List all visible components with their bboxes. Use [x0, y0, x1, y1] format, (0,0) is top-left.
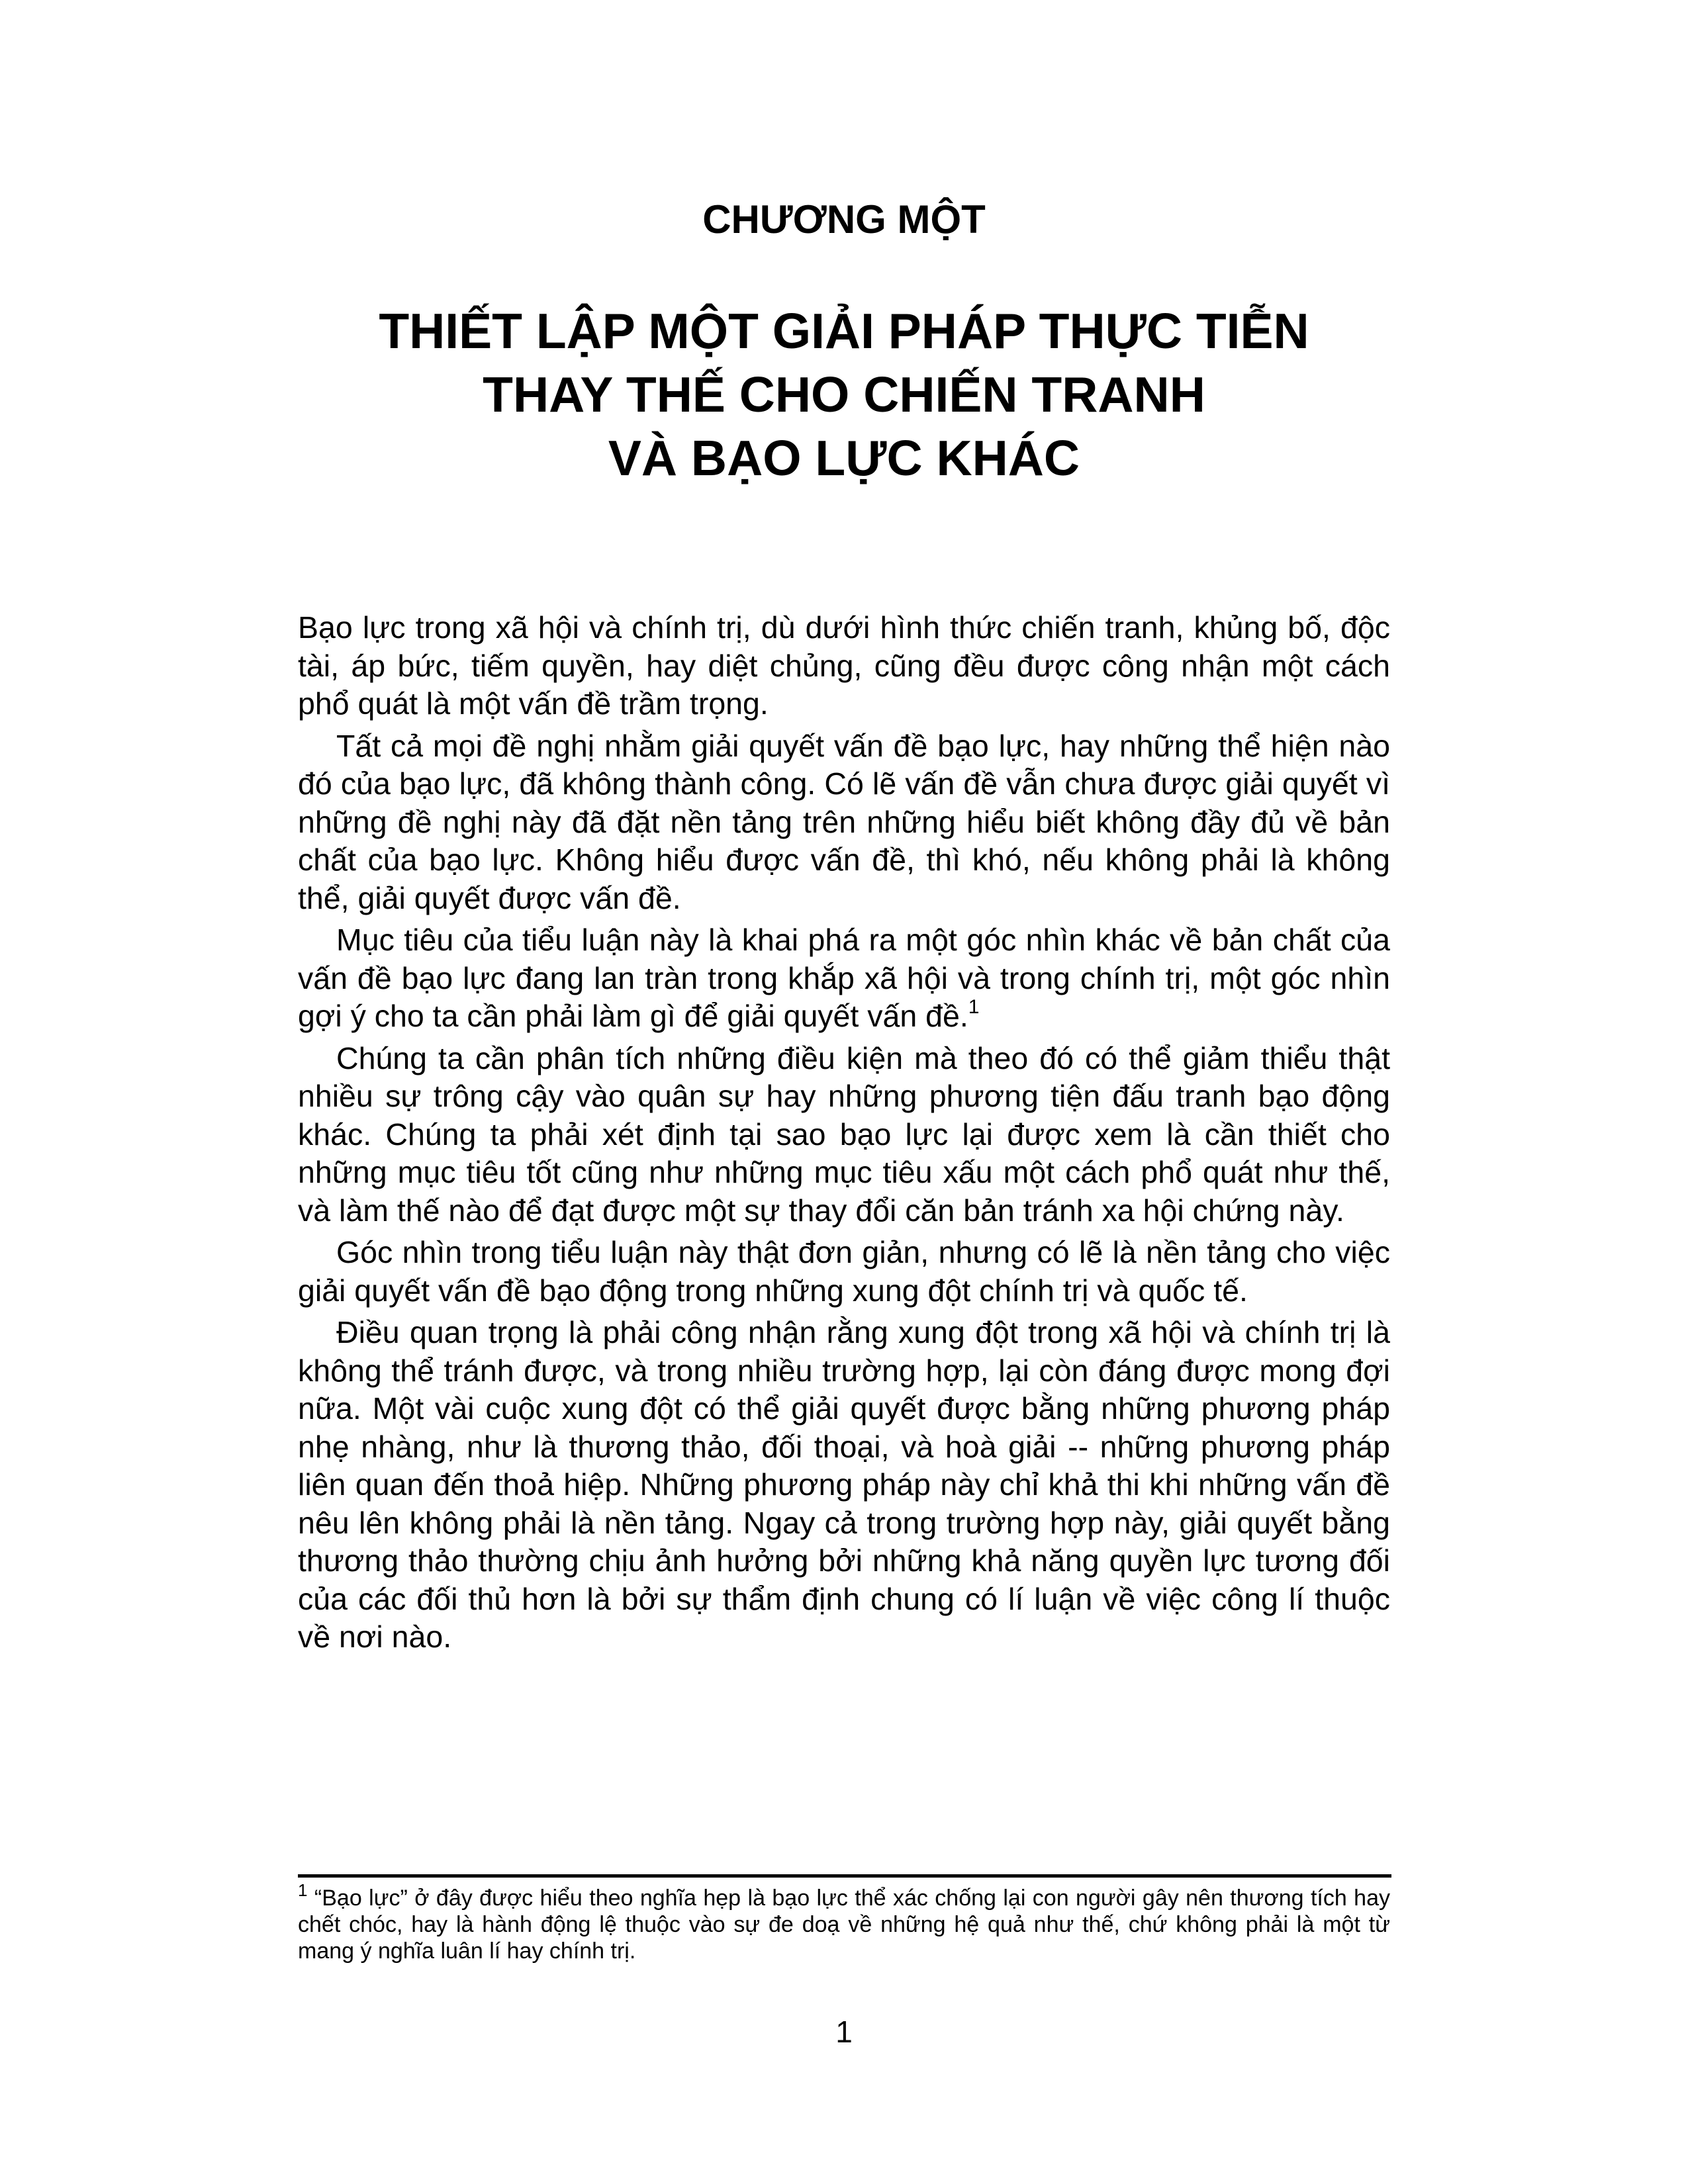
footnote-divider: [298, 1874, 1391, 1878]
chapter-title-line: THIẾT LẬP MỘT GIẢI PHÁP THỰC TIỄN: [379, 303, 1309, 359]
chapter-label: CHƯƠNG MỘT: [702, 197, 986, 242]
footnote-marker: 1: [298, 1880, 308, 1900]
paragraph: Bạo lực trong xã hội và chính trị, dù dưới hình thức chiến tranh, khủng bố, độc tài, áp bức, tiếm quyền, hay diệt chủng, cũng đều được công nhận một cách phổ quát là một vấn đề trầm trọng.: [298, 610, 1390, 721]
paragraph-text: Mục tiêu của tiểu luận này là khai phá ra một góc nhìn khác về bản chất của vấn đề bạo lực đang lan tràn trong khắp xã hội và trong chính trị, một góc nhìn gợi ý cho ta cần phải làm gì để giải quyết vấn đề.: [298, 923, 1390, 1033]
body-text: [298, 609, 1390, 1661]
footnote: [298, 1880, 1390, 1964]
chapter-title-line: THAY THẾ CHO CHIẾN TRANH: [483, 367, 1205, 422]
paragraph: Điều quan trọng là phải công nhận rằng xung đột trong xã hội và chính trị là không thể tránh được, và trong nhiều trường hợp, lại còn đáng được mong đợi nữa. Một vài cuộc xung đột có thể giải quyết được bằng những phương pháp nhẹ nhàng, như là thương thảo, đối thoại, và hoà giải -- những phương pháp liên quan đến thoả hiệp. Những phương pháp này chỉ khả thi khi những vấn đề nêu lên không phải là nền tảng. Ngay cả trong trường hợp này, giải quyết bằng thương thảo thường chịu ảnh hưởng bởi những khả năng quyền lực tương đối của các đối thủ hơn là bởi sự thẩm định chung có lí luận về việc công lí thuộc về nơi nào.: [298, 1315, 1390, 1654]
chapter-title-line: VÀ BẠO LỰC KHÁC: [608, 430, 1080, 486]
paragraph: Tất cả mọi đề nghị nhằm giải quyết vấn đề bạo lực, hay những thể hiện nào đó của bạo lực, đã không thành công. Có lẽ vấn đề vẫn chưa được giải quyết vì những đề nghị này đã đặt nền tảng trên những hiểu biết không đầy đủ về bản chất của bạo lực. Không hiểu được vấn đề, thì khó, nếu không phải là không thể, giải quyết được vấn đề.: [298, 728, 1390, 915]
paragraph: Chúng ta cần phân tích những điều kiện mà theo đó có thể giảm thiểu thật nhiều sự trông cậy vào quân sự hay những phương tiện đấu tranh bạo động khác. Chúng ta phải xét định tại sao bạo lực lại được xem là cần thiết cho những mục tiêu tốt cũng như những mục tiêu xấu một cách phổ quát như thế, và làm thế nào để đạt được một sự thay đổi căn bản tránh xa hội chứng này.: [298, 1040, 1390, 1228]
paragraph: Góc nhìn trong tiểu luận này thật đơn giản, nhưng có lẽ là nền tảng cho việc giải quyết vấn đề bạo động trong những xung đột chính trị và quốc tế.: [298, 1235, 1390, 1308]
footnote-reference[interactable]: 1: [968, 996, 980, 1018]
paragraph: [298, 921, 1390, 1036]
chapter-title: [0, 299, 1688, 490]
footnote-text: “Bạo lực” ở đây được hiểu theo nghĩa hẹp là bạo lực thể xác chống lại con người gây nên thương tích hay chết chóc, hay là hành động lệ thuộc vào sự đe doạ về những hệ quả như thế, chứ không phải là một từ mang ý nghĩa luân lí hay chính trị.: [298, 1886, 1390, 1964]
page-number: 1: [835, 2015, 853, 2049]
